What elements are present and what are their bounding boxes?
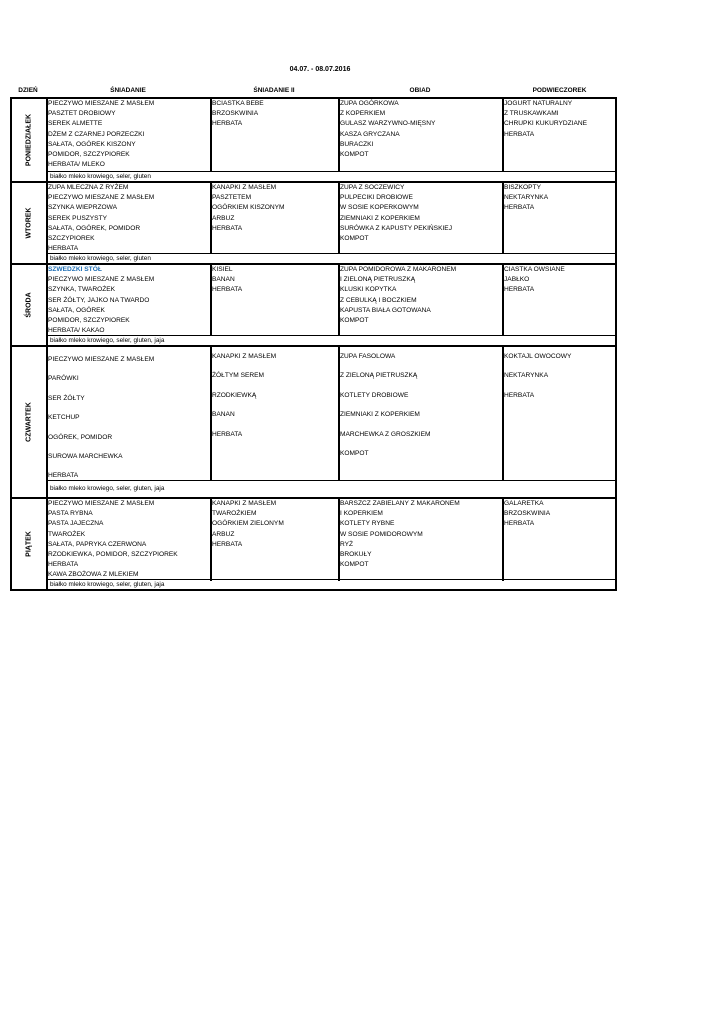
menu-item: HERBATA: [504, 391, 535, 399]
menu-item: PIECZYWO MIESZANE Z MASŁEM: [48, 276, 155, 284]
menu-item: HERBATA: [212, 286, 243, 294]
day-row-friday: [12, 497, 615, 589]
menu-item: TWAROŻEK: [48, 530, 86, 538]
menu-item: KANAPKI Z MASŁEM: [212, 184, 277, 191]
menu-item: BARSZCZ ZABIELANY Z MAKARONEM: [340, 500, 460, 507]
menu-item: BURACZKI: [340, 140, 374, 148]
day-cell: [12, 499, 48, 589]
menu-item: HERBATA: [212, 430, 243, 438]
menu-item: HERBATA: [48, 472, 79, 480]
snack-items: [504, 347, 617, 405]
menu-item: KASZA GRYCZANA: [340, 130, 400, 138]
lunch-items: [340, 183, 502, 244]
lunch-cell: [340, 265, 504, 336]
menu-item: I KOPERKIEM: [340, 510, 383, 518]
menu-item: RZODKIEWKA, POMIDOR, SZCZYPIOREK: [48, 551, 178, 559]
menu-item: KOTLETY DROBIOWE: [340, 391, 409, 399]
day-name: WTOREK: [25, 207, 33, 239]
snack-cell: [504, 265, 617, 336]
menu-item: POMIDOR, SZCZYPIOREK: [48, 317, 130, 325]
menu-item: PASZTETEM: [212, 194, 252, 202]
breakfast-cell: [48, 99, 212, 172]
menu-item: ARBUZ: [212, 214, 235, 222]
menu-item: Z KOPERKIEM: [340, 110, 386, 118]
snack-items: [504, 499, 617, 530]
allergen-note: białko mleko krowiego, seler, gluten: [48, 171, 615, 181]
day-cell: [12, 265, 48, 345]
breakfast-2-cell: [212, 183, 340, 254]
menu-item: SER ŻÓŁTY, JAJKO NA TWARDO: [48, 296, 150, 304]
day-name: CZWARTEK: [25, 402, 33, 442]
lunch-items: [340, 347, 502, 463]
menu-item: SAŁATA, OGÓREK: [48, 306, 105, 314]
menu-item: SEREK PUSZYSTY: [48, 214, 107, 222]
menu-item: CIASTKA OWSIANE: [504, 266, 565, 273]
menu-item: HERBATA: [48, 561, 79, 569]
menu-item: PASTA JAJECZNA: [48, 520, 104, 528]
header-breakfast: ŚNIADANIE: [110, 87, 146, 94]
menu-item: PASZTET DROBIOWY: [48, 110, 116, 118]
menu-item: KAWA ZBOŻOWA Z MLEKIEM: [48, 571, 139, 579]
menu-item: KAPUSTA BIAŁA GOTOWANA: [340, 306, 431, 314]
breakfast-2-cell: [212, 99, 340, 172]
lunch-cell: [340, 99, 504, 172]
menu-item: ARBUZ: [212, 530, 235, 538]
day-name: PIĄTEK: [25, 531, 33, 557]
menu-item: DŻEM Z CZARNEJ PORZECZKI: [48, 130, 145, 138]
menu-item: ŻÓŁTYM SEREM: [212, 372, 265, 380]
snack-cell: [504, 99, 617, 172]
menu-item: SURÓWKA Z KAPUSTY PEKIŃSKIEJ: [340, 224, 452, 232]
header-breakfast-2: ŚNIADANIE II: [253, 87, 295, 94]
menu-item: ZIEMNIAKI Z KOPERKIEM: [340, 214, 420, 222]
menu-item: KOMPOT: [340, 317, 369, 325]
breakfast-items: [48, 265, 210, 336]
day-cell: [12, 183, 48, 263]
menu-item: KANAPKI Z MASŁEM: [212, 353, 277, 360]
menu-item: GULASZ WARZYWNO-MIĘSNY: [340, 120, 436, 128]
breakfast-cell: [48, 265, 212, 336]
menu-table: [10, 97, 617, 591]
breakfast-2-items: [212, 99, 338, 130]
menu-item: BANAN: [212, 411, 235, 419]
menu-date-range: 04.07. - 08.07.2016: [289, 66, 351, 73]
menu-item: W SOSIE POMIDOROWYM: [340, 530, 423, 538]
menu-item: HERBATA/ KAKAO: [48, 327, 105, 335]
lunch-items: [340, 499, 502, 570]
menu-item: PIECZYWO MIESZANE Z MASŁEM: [48, 194, 155, 202]
day-row-wednesday: [12, 263, 615, 345]
menu-item: PULPECIKI DROBIOWE: [340, 194, 413, 202]
breakfast-2-cell: [212, 265, 340, 336]
menu-item: BROKUŁY: [340, 551, 372, 559]
snack-items: [504, 183, 617, 214]
menu-item: KOKTAJL OWOCOWY: [504, 353, 572, 360]
breakfast-items: [48, 499, 210, 581]
breakfast-2-items: [212, 265, 338, 296]
menu-item: KETCHUP: [48, 414, 80, 422]
day-name: PONIEDZIAŁEK: [25, 113, 33, 167]
snack-items: [504, 265, 617, 296]
menu-item: SUROWA MARCHEWKA: [48, 453, 123, 461]
lunch-items: [340, 99, 502, 160]
menu-item: HERBATA/ MLEKO: [48, 161, 105, 169]
menu-item: NEKTARYNKA: [504, 372, 549, 380]
breakfast-items: [48, 350, 210, 486]
menu-item: ZIEMNIAKI Z KOPERKIEM: [340, 411, 420, 419]
menu-item: HERBATA: [48, 245, 79, 253]
menu-item: KOMPOT: [340, 450, 369, 458]
breakfast-cell: [48, 499, 212, 581]
header-day: DZIEŃ: [18, 87, 38, 94]
menu-item: KLUSKI KOPYTKA: [340, 286, 397, 294]
menu-item: I ZIELONĄ PIETRUSZKĄ: [340, 276, 416, 284]
menu-item: NEKTARYNKA: [504, 194, 549, 202]
snack-cell: [504, 183, 617, 254]
menu-item: Z TRUSKAWKAMI: [504, 110, 559, 118]
header-lunch: OBIAD: [409, 87, 431, 94]
breakfast-2-cell: [212, 347, 340, 480]
breakfast-cell: [48, 347, 212, 480]
menu-item: JABŁKO: [504, 276, 530, 284]
menu-item: RZODKIEWKĄ: [212, 391, 257, 399]
menu-item: BISZKOPTY: [504, 184, 542, 191]
snack-cell: [504, 347, 617, 480]
lunch-cell: [340, 499, 504, 581]
allergen-note: białko mleko krowiego, seler, gluten, jaja: [48, 480, 615, 497]
menu-item: HERBATA: [504, 204, 535, 212]
menu-item: BRZOSKWINIA: [212, 110, 259, 118]
menu-item: BCIASTKA BEBE: [212, 100, 264, 107]
menu-item: KOTLETY RYBNE: [340, 520, 395, 528]
menu-item: HERBATA: [212, 224, 243, 232]
menu-item: MARCHEWKA Z GROSZKIEM: [340, 430, 431, 438]
day-row-tuesday: [12, 181, 615, 263]
menu-item: KANAPKI Z MASŁEM: [212, 500, 277, 507]
menu-item: OGÓREK, POMIDOR: [48, 433, 113, 441]
menu-item: PIECZYWO MIESZANE Z MASŁEM: [48, 500, 155, 507]
menu-item: SZYNKA, TWAROŻEK: [48, 286, 116, 294]
lunch-cell: [340, 347, 504, 480]
menu-item: HERBATA: [212, 540, 243, 548]
breakfast-items: [48, 183, 210, 254]
menu-item: RYŻ: [340, 540, 354, 548]
breakfast-2-items: [212, 183, 338, 234]
menu-item: SAŁATA, OGÓREK KISZONY: [48, 140, 136, 148]
menu-item: HERBATA: [504, 520, 535, 528]
menu-item: SZYNKA WIEPRZOWA: [48, 204, 117, 212]
day-name: ŚRODA: [25, 292, 33, 318]
breakfast-2-cell: [212, 499, 340, 581]
menu-item: HERBATA: [504, 130, 535, 138]
day-cell: [12, 347, 48, 497]
day-row-monday: [12, 99, 615, 181]
menu-item: OGÓRKIEM KISZONYM: [212, 204, 285, 212]
menu-item: KISIEL: [212, 266, 233, 273]
menu-item: PASTA RYBNA: [48, 510, 93, 518]
menu-item: HERBATA: [504, 286, 535, 294]
menu-item: ZUPA FASOLOWA: [340, 353, 396, 360]
breakfast-cell: [48, 183, 212, 254]
day-cell: [12, 99, 48, 181]
allergen-note: białko mleko krowiego, seler, gluten, jaja: [48, 579, 615, 589]
menu-item: SER ŻÓŁTY: [48, 394, 85, 402]
menu-item: PIECZYWO MIESZANE Z MASŁEM: [48, 356, 155, 363]
day-row-thursday: [12, 345, 615, 497]
menu-item: HERBATA: [212, 120, 243, 128]
menu-item: GALARETKA: [504, 500, 544, 507]
header-snack: PODWIECZOREK: [532, 87, 587, 94]
menu-item: BRZOSKWINIA: [504, 510, 551, 518]
allergen-note: białko mleko krowiego, seler, gluten: [48, 253, 615, 263]
lunch-items: [340, 265, 502, 326]
menu-item: ZUPA POMIDOROWA Z MAKARONEM: [340, 266, 457, 273]
menu-item: ZUPA OGÓRKOWA: [340, 100, 399, 107]
menu-item: OGÓRKIEM ZIELONYM: [212, 520, 284, 528]
menu-item: ZUPA Z SOCZEWICY: [340, 184, 405, 191]
lunch-cell: [340, 183, 504, 254]
breakfast-2-items: [212, 499, 338, 550]
menu-item: SEREK ALMETTE: [48, 120, 103, 128]
menu-item: SAŁATA, OGÓREK, POMIDOR: [48, 224, 141, 232]
menu-item: KOMPOT: [340, 235, 369, 243]
menu-item: KOMPOT: [340, 151, 369, 159]
menu-item: PARÓWKI: [48, 375, 79, 383]
breakfast-2-items: [212, 347, 338, 444]
menu-item: POMIDOR, SZCZYPIOREK: [48, 151, 130, 159]
menu-item: ZUPA MLECZNA Z RYŻEM: [48, 184, 129, 191]
snack-cell: [504, 499, 617, 581]
menu-item: Z CEBULKĄ I BOCZKIEM: [340, 296, 417, 304]
menu-item: Z ZIELONĄ PIETRUSZKĄ: [340, 372, 418, 380]
menu-item: W SOSIE KOPERKOWYM: [340, 204, 419, 212]
menu-item: SAŁATA, PAPRYKA CZERWONA: [48, 540, 147, 548]
breakfast-items: [48, 99, 210, 170]
allergen-note: białko mleko krowiego, seler, gluten, jaja: [48, 335, 615, 345]
menu-item: TWAROŻKIEM: [212, 510, 257, 518]
snack-items: [504, 99, 617, 140]
swedish-table-label: SZWEDZKI STÓŁ: [48, 266, 102, 273]
menu-item: CHRUPKI KUKURYDZIANE: [504, 120, 588, 128]
menu-item: SZCZYPIOREK: [48, 235, 95, 243]
menu-item: JOGURT NATURALNY: [504, 100, 573, 107]
menu-item: PIECZYWO MIESZANE Z MASŁEM: [48, 100, 155, 107]
menu-item: KOMPOT: [340, 561, 369, 569]
menu-item: BANAN: [212, 276, 235, 284]
